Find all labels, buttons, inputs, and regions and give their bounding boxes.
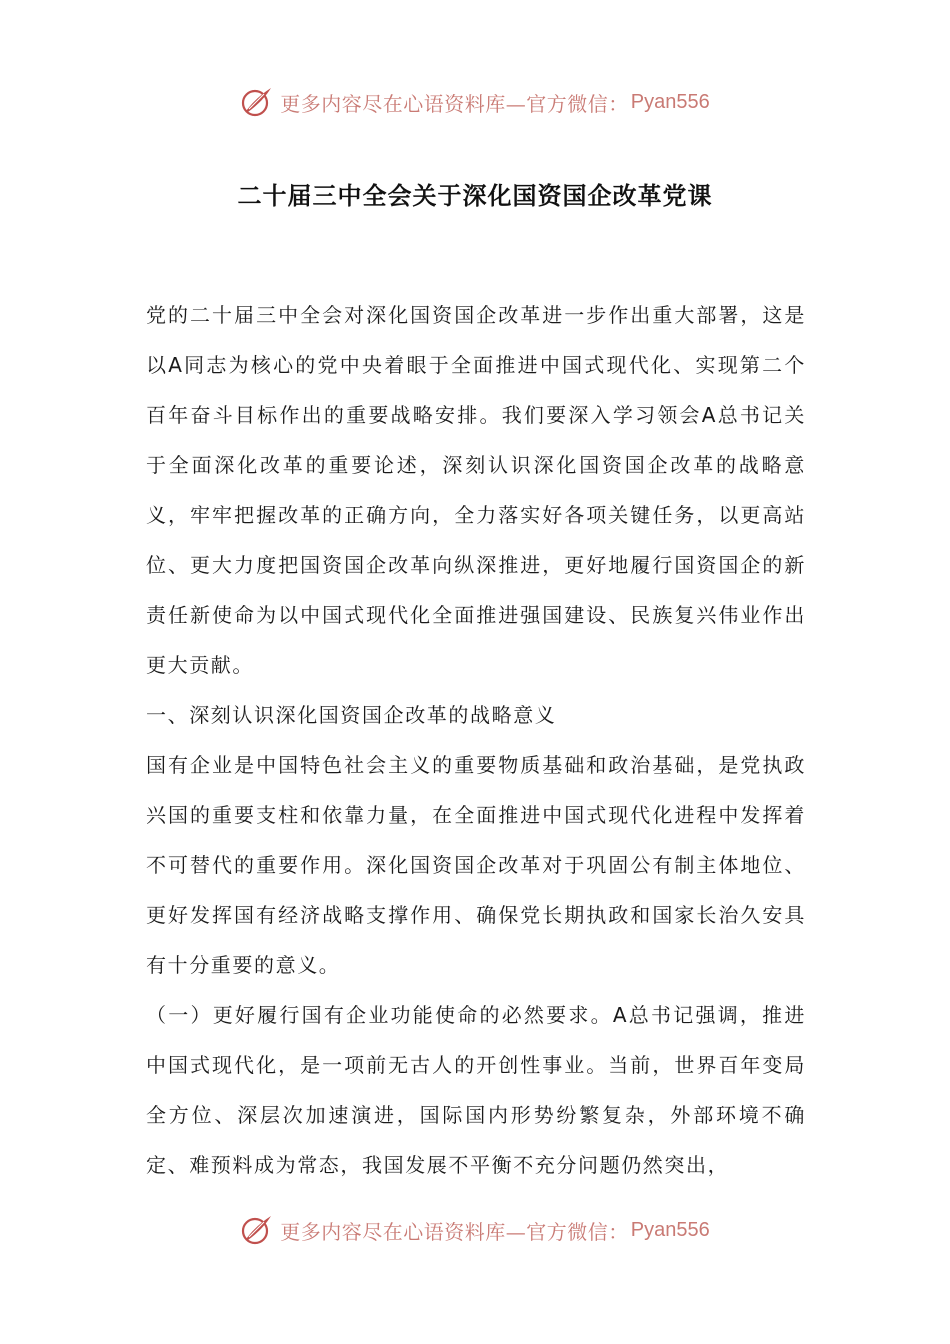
body-paragraph: （一）更好履行国有企业功能使命的必然要求。A总书记强调，推进中国式现代化，是一项前无古人的开创性事业。当前，世界百年变局全方位、深层次加速演进，国际国内形势纷繁复杂，外部环境不确定、难预料成为常态，我国发展不平衡不充分问题仍然突出， — [146, 1003, 806, 1177]
footer-watermark — [0, 1210, 950, 1250]
header-watermark — [0, 82, 950, 122]
section-heading: 一、深刻认识深化国资国企改革的战略意义 — [146, 703, 557, 727]
quill-logo-icon — [240, 1213, 274, 1247]
intro-paragraph: 党的二十届三中全会对深化国资国企改革进一步作出重大部署，这是以A同志为核心的党中央着眼于全面推进中国式现代化、实现第二个百年奋斗目标作出的重要战略安排。我们要深入学习领会A总书记关于全面深化改革的重要论述，深刻认识深化国资国企改革的战略意义，牢牢把握改革的正确方向，全力落实好各项关键任务，以更高站位、更大力度把国资国企改革向纵深推进，更好地履行国资国企的新责任新使命为以中国式现代化全面推进强国建设、民族复兴伟业作出更大贡献。 — [146, 303, 806, 677]
watermark-text: 更多内容尽在心语资料库—官方微信： — [280, 1219, 629, 1244]
watermark-text: 更多内容尽在心语资料库—官方微信： — [280, 91, 629, 116]
watermark-wechat-id: Pyan556 — [630, 1218, 710, 1241]
document-title: 二十届三中全会关于深化国资国企改革党课 — [237, 182, 713, 210]
document-body — [146, 290, 806, 1190]
body-paragraph: 国有企业是中国特色社会主义的重要物质基础和政治基础，是党执政兴国的重要支柱和依靠力量，在全面推进中国式现代化进程中发挥着不可替代的重要作用。深化国资国企改革对于巩固公有制主体地位、更好发挥国有经济战略支撑作用、确保党长期执政和国家长治久安具有十分重要的意义。 — [146, 753, 806, 977]
watermark-wechat-id: Pyan556 — [630, 90, 710, 113]
quill-logo-icon — [240, 85, 274, 119]
